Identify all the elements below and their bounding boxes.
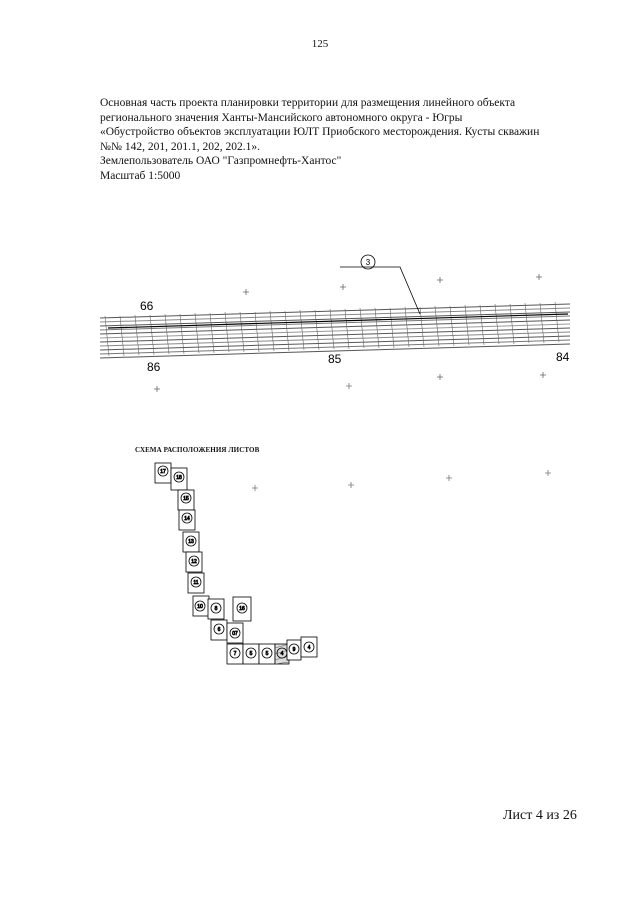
sheet-cell — [211, 620, 227, 640]
sheet-cell — [178, 490, 194, 510]
sheet-cell — [155, 463, 171, 483]
sheet-cell — [193, 596, 209, 616]
sheet-number: 07 — [232, 631, 238, 637]
sheet-number: 14 — [184, 516, 190, 522]
header-line: Основная часть проекта планировки территории для размещения линейного объекта — [100, 97, 516, 109]
sheet-number: 10 — [197, 604, 203, 610]
sheet-cell — [208, 599, 224, 619]
sheet-number: 7 — [233, 651, 237, 657]
sheet-number: 9 — [292, 647, 296, 653]
sheet-cell — [227, 623, 243, 643]
header-line: регионального значения Ханты-Мансийского автономного округа - Югры — [100, 111, 463, 124]
sheet-cell — [301, 637, 317, 657]
label-85: 85 — [328, 352, 342, 366]
sheet-footer: Лист 4 из 26 — [503, 808, 577, 823]
sheet-cell — [227, 644, 243, 664]
scheme-title: СХЕМА РАСПОЛОЖЕНИЯ ЛИСТОВ — [135, 446, 260, 454]
sheet-cell — [243, 644, 259, 664]
sheet-number: 4 — [307, 645, 311, 651]
header-line: Масштаб 1:5000 — [100, 169, 181, 182]
sheet-cell — [186, 552, 202, 572]
header-line: №№ 142, 201, 201.1, 202, 202.1». — [100, 140, 260, 153]
sheet-grid — [155, 463, 317, 664]
callout-label: 3 — [365, 258, 371, 267]
header-line: «Обустройство объектов эксплуатации ЮЛТ Приобского месторождения. Кусты скважин — [100, 126, 540, 139]
sheet-cell — [259, 644, 275, 664]
sheet-number: 16 — [239, 606, 245, 612]
scheme-crosses — [252, 383, 551, 491]
sheet-number: 8 — [214, 606, 218, 612]
sheet-number: 18 — [176, 475, 182, 481]
sheet-cell — [287, 640, 301, 660]
sheet-number: 15 — [183, 496, 189, 502]
sheet-cell — [183, 532, 199, 552]
label-66: 66 — [140, 299, 154, 313]
header-line: Землепользователь ОАО "Газпромнефть-Хантос" — [100, 155, 342, 168]
label-84: 84 — [556, 350, 570, 364]
sheet-cell — [188, 573, 204, 593]
sheet-cell — [233, 597, 251, 621]
sheet-number: 11 — [193, 580, 199, 586]
sheet-number: 4 — [280, 651, 284, 657]
sheet-cell — [171, 468, 187, 490]
sheet-number: 6 — [217, 627, 221, 633]
label-86: 86 — [147, 360, 161, 374]
sheet-number: 12 — [191, 559, 197, 565]
sheet-number: 5 — [249, 651, 253, 657]
sheet-number: 5 — [265, 651, 269, 657]
sheet-cell — [179, 510, 195, 530]
sheet-number: 13 — [188, 539, 194, 545]
sheet-number: 17 — [160, 469, 166, 475]
page-number: 125 — [311, 38, 329, 50]
